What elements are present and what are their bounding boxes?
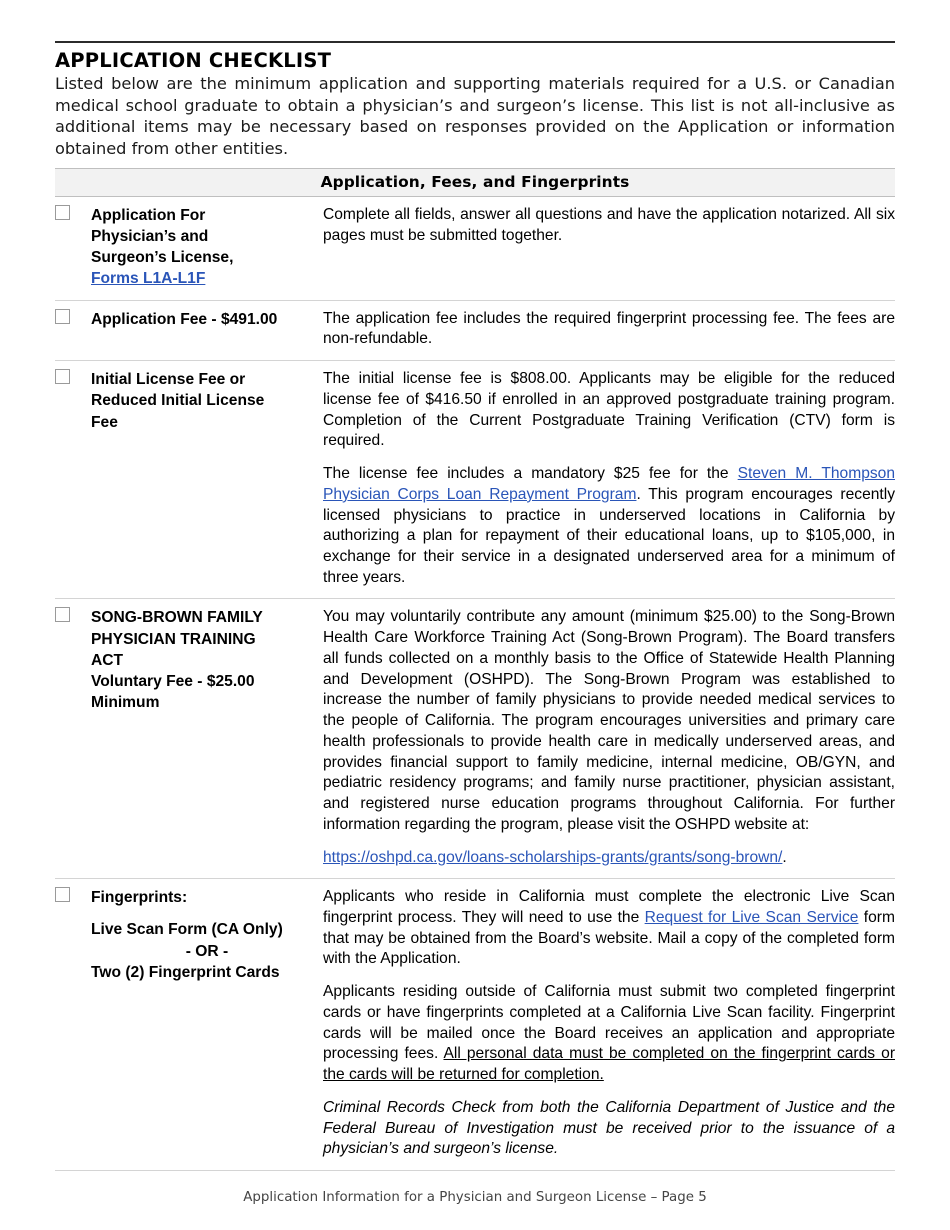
checkbox-cell-initial-license-fee[interactable] [55,361,91,599]
table-row [55,599,895,879]
row-description-application-form [323,196,895,300]
link-forms-l1a-l1f[interactable]: Forms L1A-L1F [91,270,206,288]
description-paragraph-loan-repayment [323,464,895,588]
description-paragraph: The application fee includes the required fingerprint processing fee. The fees are non-refundable. [323,309,896,348]
text-after-link: . This program encourages recently licensed physicians to practice in underserved locations in California by authorizing a plan for repayment of their educational loans, up to $105,000, in exchange for their service in a designated underserved area for a minimum of three years. [323,485,896,586]
label-line: Surgeon’s License, [91,249,234,267]
label-line: Fee [91,413,118,431]
checkbox-icon[interactable] [55,369,70,384]
table-row [55,196,895,300]
label-line: Reduced Initial License [91,392,265,410]
checkbox-icon[interactable] [55,607,70,622]
application-checklist-table [55,168,895,1171]
row-description-initial-license-fee [323,361,895,599]
description-paragraph-out-of-state [323,982,895,1086]
row-description-song-brown [323,599,895,879]
text-before-link: The license fee includes a mandatory $25 fee for the [323,465,738,483]
checkbox-cell-fingerprints[interactable] [55,879,91,1171]
row-label-application-fee [91,300,323,360]
link-oshpd-song-brown[interactable]: https://oshpd.ca.gov/loans-scholarships-grants/grants/song-brown/ [323,848,783,866]
text-underlined-warning: All personal data must be completed on the fingerprint cards or the cards will be returned for completion. [323,1045,896,1084]
table-row [55,879,895,1171]
text-before-link: Applicants who reside in California must complete the electronic Live Scan fingerprint process. They will need to use the [323,888,896,926]
description-paragraph: You may voluntarily contribute any amount (minimum $25.00) to the Song-Brown Health Care Workforce Training Act (Song-Brown Program). The Board transfers all funds collected on a monthly basis to the Office of Statewide Health Planning and Development (OSHPD). The Song-Brown Program was established to increase the number of family physicians to provide needed medical services to the people of California. The program encourages universities and primary care health professionals to provide health care in medically underserved areas, and provides financial support to family medicine, internal medicine, OB/GYN, and pediatric residency programs; and family nurse practitioner, physician assistant, and registered nurse education programs throughout California. For further information regarding the program, please visit the OSHPD website at: [323,608,896,833]
checkbox-cell-application-form[interactable] [55,196,91,300]
description-paragraph-criminal-records-check: Criminal Records Check from both the California Department of Justice and the Federal Bureau of Investigation must be received prior to the issuance of a physician’s and surgeon’s license. [323,1098,896,1158]
label-line: Physician’s and [91,228,209,246]
page-footer: Application Information for a Physician and Surgeon License – Page 5 [243,1190,707,1205]
intro-paragraph: Listed below are the minimum application and supporting materials required for a U.S. or Canadian medical school graduate to obtain a physician’s and surgeon’s license. This list is not all-inclusive as additional items may be necessary based on responses provided on the Application or information obtained from other entities. [55,74,895,159]
label-line: Initial License Fee or [91,371,246,389]
table-row [55,300,895,360]
checkbox-cell-application-fee[interactable] [55,300,91,360]
label-line-live-scan: Live Scan Form (CA Only) [91,921,283,939]
description-paragraph: The initial license fee is $808.00. Applicants may be eligible for the reduced license fee of $416.50 if enrolled in an approved postgraduate training program. Completion of the Current Postgraduate Training Verification (CTV) form is required. [323,370,896,450]
row-label-song-brown [91,599,323,879]
link-request-for-live-scan-service[interactable]: Request for Live Scan Service [644,908,859,926]
label-line: Minimum [91,694,160,712]
row-label-initial-license-fee [91,361,323,599]
checkbox-icon[interactable] [55,205,70,220]
section-header-label: Application, Fees, and Fingerprints [55,168,895,196]
description-paragraph-oshpd-url [323,848,895,869]
url-trailing-period: . [782,848,787,866]
link-steven-m-thompson-program[interactable]: Steven M. Thompson Physician Corps Loan Repayment Program [323,465,896,503]
description-paragraph-live-scan [323,887,895,970]
checkbox-icon[interactable] [55,309,70,324]
text-plain: Applicants residing outside of California must submit two completed fingerprint cards or have fingerprints completed at a California Live Scan facility. Fingerprint cards will be mailed once the Board receives an application and appropriate processing fees. [323,983,896,1063]
row-description-fingerprints [323,879,895,1171]
description-paragraph: Complete all fields, answer all questions and have the application notarized. All six pages must be submitted together. [323,205,896,244]
text-after-link: form that may be obtained from the Board’s website. Mail a copy of the completed form with the Application. [323,908,896,968]
row-label-fingerprints [91,879,323,1171]
top-divider [55,41,895,43]
label-line: ACT [91,651,124,669]
table-header-row [55,168,895,196]
row-label-application-form [91,196,323,300]
label-line: Application Fee - $491.00 [91,310,278,328]
label-spacer [91,908,323,919]
label-line: Voluntary Fee - $25.00 [91,673,255,691]
page-title: APPLICATION CHECKLIST [55,49,332,72]
label-line-fingerprint-cards: Two (2) Fingerprint Cards [91,963,280,981]
checkbox-cell-song-brown[interactable] [55,599,91,879]
checkbox-icon[interactable] [55,887,70,902]
label-line: Fingerprints: [91,889,188,907]
label-line: Application For [91,206,206,224]
row-description-application-fee [323,300,895,360]
label-line-or: - OR - [185,942,229,960]
label-line: PHYSICIAN TRAINING [91,630,256,648]
label-line: SONG-BROWN FAMILY [91,609,263,627]
page-content [55,41,895,1171]
table-row [55,361,895,599]
